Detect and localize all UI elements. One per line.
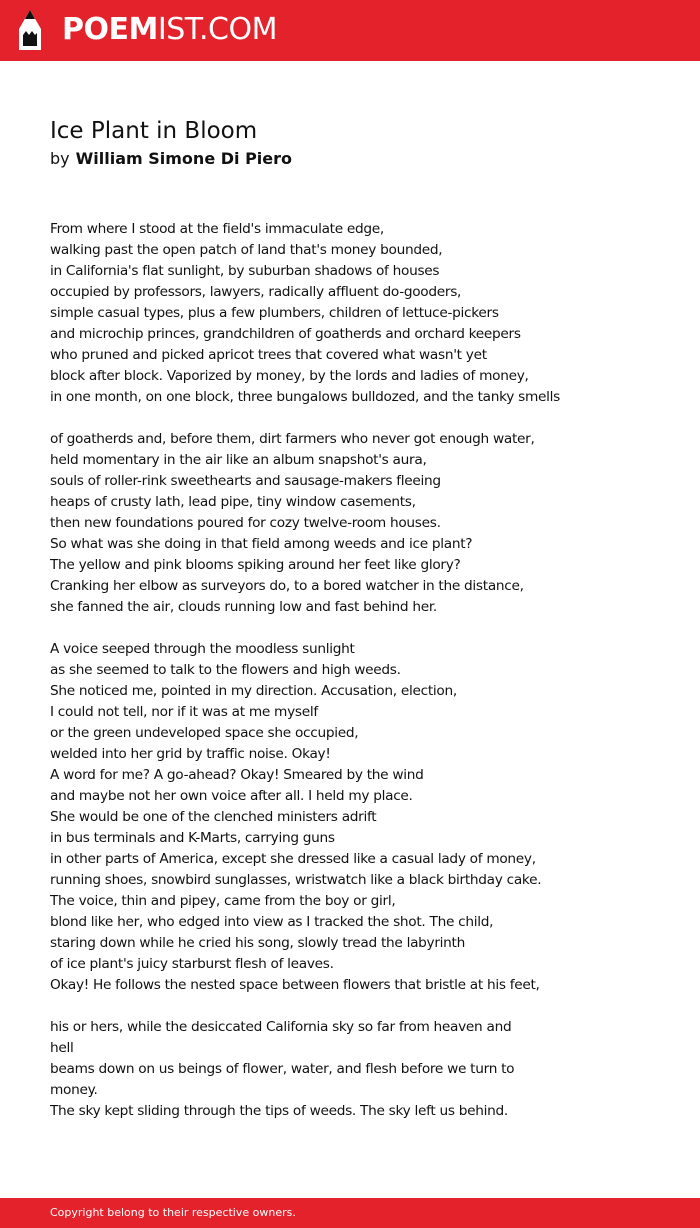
poem-line: simple casual types, plus a few plumbers, children of lettuce-pickers — [50, 305, 499, 321]
poem-line: welded into her grid by traffic noise. Okay! — [50, 746, 331, 762]
poem-line: in other parts of America, except she dressed like a casual lady of money, — [50, 851, 536, 867]
poem-line: The yellow and pink blooms spiking around her feet like glory? — [50, 557, 461, 573]
poem-line: in bus terminals and K-Marts, carrying guns — [50, 830, 335, 846]
poem-line: and microchip princes, grandchildren of goatherds and orchard keepers — [50, 326, 521, 342]
poem-line: From where I stood at the field's immaculate edge, — [50, 221, 384, 237]
poem-line: Cranking her elbow as surveyors do, to a bored watcher in the distance, — [50, 578, 524, 594]
poem-stanza — [50, 1017, 650, 1122]
poem-byline — [50, 148, 292, 170]
poem-line: A voice seeped through the moodless sunlight — [50, 641, 355, 657]
poem-line: occupied by professors, lawyers, radically affluent do-gooders, — [50, 284, 462, 300]
poem-body — [50, 219, 650, 1122]
poem-line: hell — [50, 1040, 74, 1056]
logo-light-text: IST.COM — [157, 12, 277, 47]
poem-stanza — [50, 639, 650, 996]
poem-line: money. — [50, 1082, 98, 1098]
poem-line: who pruned and picked apricot trees that covered what wasn't yet — [50, 347, 487, 363]
footer-copyright: Copyright belong to their respective owners. — [50, 1206, 296, 1219]
poem-line: She noticed me, pointed in my direction. Accusation, election, — [50, 683, 457, 699]
poem-line: staring down while he cried his song, slowly tread the labyrinth — [50, 935, 465, 951]
byline-label: by — [50, 149, 70, 168]
poem-line: she fanned the air, clouds running low and fast behind her. — [50, 599, 437, 615]
site-logo[interactable] — [62, 12, 277, 48]
poem-line: beams down on us beings of flower, water, and flesh before we turn to — [50, 1061, 515, 1077]
poem-line: and maybe not her own voice after all. I held my place. — [50, 788, 413, 804]
poem-line: heaps of crusty lath, lead pipe, tiny window casements, — [50, 494, 416, 510]
poem-line: The sky kept sliding through the tips of weeds. The sky left us behind. — [50, 1103, 508, 1119]
site-footer — [0, 1198, 700, 1228]
poem-line: of goatherds and, before them, dirt farmers who never got enough water, — [50, 431, 535, 447]
poem-stanza — [50, 429, 650, 618]
poem-line: blond like her, who edged into view as I tracked the shot. The child, — [50, 914, 494, 930]
poem-line: as she seemed to talk to the flowers and high weeds. — [50, 662, 401, 678]
poem-line: I could not tell, nor if it was at me myself — [50, 704, 318, 720]
poem-line: in California's flat sunlight, by suburban shadows of houses — [50, 263, 440, 279]
poem-line: his or hers, while the desiccated California sky so far from heaven and — [50, 1019, 512, 1035]
poem-line: block after block. Vaporized by money, by the lords and ladies of money, — [50, 368, 529, 384]
poem-line: or the green undeveloped space she occupied, — [50, 725, 359, 741]
poem-title: Ice Plant in Bloom — [50, 118, 258, 144]
poem-line: in one month, on one block, three bungalows bulldozed, and the tanky smells — [50, 389, 560, 405]
poem-author: William Simone Di Piero — [75, 149, 293, 168]
poem-line: walking past the open patch of land that's money bounded, — [50, 242, 443, 258]
poem-line: A word for me? A go-ahead? Okay! Smeared by the wind — [50, 767, 424, 783]
site-header — [0, 0, 700, 61]
poem-line: So what was she doing in that field among weeds and ice plant? — [50, 536, 473, 552]
poem-stanza — [50, 219, 650, 408]
poem-line: running shoes, snowbird sunglasses, wristwatch like a black birthday cake. — [50, 872, 542, 888]
poem-line: The voice, thin and pipey, came from the boy or girl, — [50, 893, 396, 909]
logo-bold-text: POEM — [62, 12, 158, 47]
pencil-icon — [17, 9, 43, 51]
poem-line: She would be one of the clenched ministers adrift — [50, 809, 377, 825]
poem-line: Okay! He follows the nested space between flowers that bristle at his feet, — [50, 977, 540, 993]
poem-line: souls of roller-rink sweethearts and sausage-makers fleeing — [50, 473, 441, 489]
poem-line: of ice plant's juicy starburst flesh of leaves. — [50, 956, 334, 972]
poem-line: then new foundations poured for cozy twelve-room houses. — [50, 515, 441, 531]
poem-line: held momentary in the air like an album snapshot's aura, — [50, 452, 427, 468]
